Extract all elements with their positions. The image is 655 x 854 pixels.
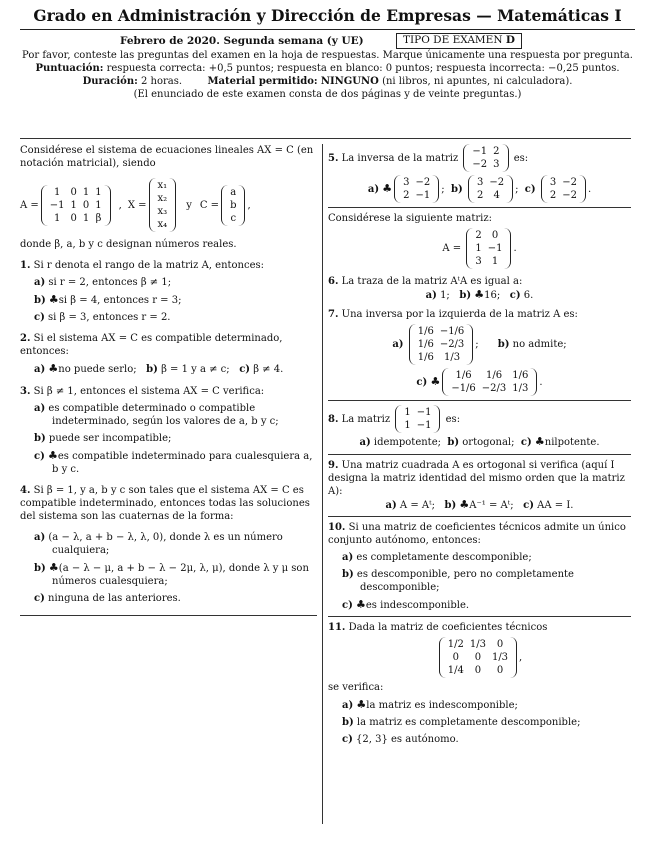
q6-option-c[interactable]: c) 6. [509, 290, 534, 301]
question-8 [328, 405, 631, 449]
matrix-cell: 2 [475, 230, 482, 241]
exam-header [0, 6, 655, 101]
matrix-cell: 1 [475, 243, 482, 254]
matrix-cell: 1/6 [485, 370, 503, 382]
q8-option-c[interactable]: c) ♣nilpotente. [520, 435, 600, 449]
q5-option-c[interactable]: c) 3 −2 2 −2 . [524, 177, 592, 201]
matrix-cell: 0 [452, 652, 459, 664]
matrix-cell: −2 [562, 177, 577, 188]
q11-number: 11. [328, 622, 346, 634]
q3-text: Si β ≠ 1, entonces el sistema AX = C verifica: [33, 385, 265, 397]
duration-line [10, 75, 645, 88]
matrix-cell: −1 [487, 243, 503, 254]
q11-matrix [439, 637, 517, 678]
q9-number: 9. [328, 459, 339, 471]
matrix-cell: 1/3 [512, 383, 529, 395]
matrix-cell: 2 [476, 190, 484, 201]
q5-after: es: [513, 152, 529, 164]
club-icon: ♣ [48, 560, 59, 574]
q2-option-a[interactable]: a) ♣no puede serlo; [34, 362, 137, 376]
matrix-cell: 0 [496, 665, 504, 677]
matrix-cell: x₃ [157, 206, 168, 217]
header-rule [20, 138, 631, 139]
matrix-cell: −2 [415, 177, 431, 188]
q3-option-a[interactable]: a) es compatible determinado o compatible indeterminado, según los valores de a, b y c; [34, 402, 279, 427]
matrix-cell: 1/3 [491, 652, 509, 664]
matrix-cell: 2 [403, 190, 410, 201]
matrix-cell: 1/6 [455, 370, 472, 382]
matrix-cell: −1 [415, 190, 431, 201]
label-C: C = [199, 199, 220, 211]
q5-number: 5. [328, 152, 339, 164]
q9-text: Una matriz cuadrada A es ortogonal si verifica (aquí I designa la matriz identidad del mismo orden que la matriz A): [328, 459, 625, 497]
club-icon: ♣ [474, 288, 485, 301]
matrix-cell: a [230, 186, 237, 198]
question-5 [328, 144, 631, 203]
scoring-label: Puntuación: [35, 63, 104, 75]
matrix-cell: 1 [404, 407, 411, 419]
q8-option-b[interactable]: b) ortogonal; [447, 437, 515, 449]
q8-option-a[interactable]: a) idempotente; [359, 437, 441, 449]
matrix-cell: 3 [475, 256, 482, 267]
club-icon: ♣ [356, 698, 367, 712]
q11-text: Dada la matriz de coeficientes técnicos [348, 622, 548, 634]
exam-type-label: TIPO DE EXAMEN [403, 34, 503, 47]
q7-text: Una inversa por la izquierda de la matriz A es: [341, 309, 578, 321]
q11-option-b[interactable]: b) la matriz es completamente descomponible; [342, 717, 581, 729]
matrix-cell: 1/6 [417, 339, 434, 351]
q2-option-c[interactable]: c) β ≠ 4. [239, 364, 284, 376]
q1-text: Si r denota el rango de la matriz A, entonces: [33, 260, 265, 271]
q6-option-b[interactable]: b) ♣16; [459, 288, 501, 301]
matrix-cell: 1/2 [447, 639, 464, 651]
matrix-cell: 3 [549, 177, 557, 188]
label-X: X = [127, 199, 147, 211]
q3-option-c[interactable]: c) ♣es compatible indeterminado para cualesquiera a, b y c. [34, 448, 313, 475]
matrix-C [221, 185, 245, 226]
q5-option-b[interactable]: b) 3 −2 2 4 ; [451, 177, 519, 201]
matrix-cell: 1 [53, 212, 61, 224]
club-icon: ♣ [430, 375, 441, 389]
matrix-cell: x₁ [157, 180, 168, 191]
page-title: Grado en Administración y Dirección de Empresas — Matemáticas I [33, 6, 622, 25]
matrix-cell: 1/6 [512, 370, 529, 382]
q1-number: 1. [20, 260, 31, 271]
q4-option-a[interactable]: a) (a − λ, a + b − λ, λ, 0), donde λ es un número cualquiera; [34, 531, 283, 556]
exam-type-box [396, 33, 522, 49]
matrix-cell: 1/4 [447, 665, 464, 677]
q5-text: La inversa de la matriz [341, 152, 459, 164]
q2-option-b[interactable]: b) β = 1 y a ≠ c; [146, 364, 230, 376]
matrix-cell: 1 [404, 420, 411, 432]
matrix-cell: 3 [403, 177, 410, 188]
duration-label: Duración: [82, 76, 138, 88]
q4-option-b[interactable]: b) ♣(a − λ − μ, a + b − λ − 2μ, λ, μ), donde λ y μ son números cualesquiera; [34, 560, 309, 588]
matrix-cell: −2 [472, 159, 488, 170]
rule-q9 [328, 516, 631, 517]
exam-page [0, 6, 655, 854]
question-11 [328, 621, 631, 746]
club-icon: ♣ [48, 362, 59, 376]
q7-option-b[interactable]: b) no admite; [497, 339, 567, 351]
scoring-line [10, 62, 645, 75]
material-note: (ni libros, ni apuntes, ni calculadora). [382, 76, 573, 88]
exam-date: Febrero de 2020. Segunda semana (y UE) [120, 35, 364, 48]
matrix-cell: 1 [70, 199, 77, 211]
q4-option-c[interactable]: c) ninguna de las anteriores. [34, 593, 181, 605]
matrix-cell: −2 [562, 190, 577, 201]
question-1 [20, 259, 317, 324]
matrix-cell: 4 [493, 190, 500, 201]
q9-option-a[interactable]: a) A = Aᵗ; [385, 499, 435, 511]
q6-option-a[interactable]: a) 1; [425, 290, 450, 301]
q9-options [328, 498, 631, 512]
right-column [328, 144, 631, 746]
question-7 [328, 308, 631, 396]
matrix-cell: 3 [476, 177, 484, 188]
matrix-cell: 1 [95, 186, 102, 198]
q8-after: es: [445, 413, 461, 425]
matrix-cell: c [230, 212, 237, 224]
q1-option-c[interactable]: c) si β = 3, entonces r = 2. [34, 312, 171, 324]
matrix-cell: −1 [416, 420, 432, 432]
question-10 [328, 521, 631, 612]
q7-options-c [328, 368, 631, 396]
exam-note: (El enunciado de este examen consta de dos páginas y de veinte preguntas.) [133, 89, 522, 101]
q10-option-c[interactable]: c) ♣es indescomponible. [342, 597, 470, 611]
exam-subtitle [0, 33, 655, 49]
q1-option-a[interactable]: a) si r = 2, entonces β ≠ 1; [34, 277, 172, 288]
rule-q5 [328, 207, 631, 208]
matrix-cell: 0 [70, 186, 77, 198]
rule-q8 [328, 454, 631, 455]
matrix-cell: 1/6 [417, 326, 434, 338]
q3-option-b[interactable]: b) puede ser incompatible; [34, 432, 172, 444]
label-and: y [186, 199, 192, 211]
q8-text: La matriz [341, 413, 391, 425]
matrix-cell: −1/6 [439, 326, 465, 338]
scoring-text: respuesta correcta: +0,5 puntos; respuesta en blanco: 0 puntos; respuesta incorrecta: −0,25 puntos. [106, 63, 620, 75]
matrix-A2-block: A = 2 0 1 −1 3 1 . [442, 230, 517, 267]
question-4 [20, 484, 317, 605]
matrix-cell: b [230, 199, 237, 211]
matrix-cell: 3 [493, 159, 500, 170]
matrix-cell: 1 [82, 212, 90, 224]
matrix-cell: 1 [491, 256, 499, 267]
matrix-A [41, 185, 111, 226]
matrix-cell: −1 [472, 146, 488, 157]
club-icon: ♣ [459, 497, 470, 511]
matrix-cell: 1 [82, 186, 90, 198]
club-icon: ♣ [48, 448, 58, 462]
matrix-cell: 1 [95, 199, 102, 211]
question-9 [328, 459, 631, 512]
matrix-cell: −1/6 [451, 383, 476, 395]
q11-option-a[interactable]: a) ♣la matriz es indescomponible; [342, 698, 518, 712]
q6-number: 6. [328, 276, 339, 287]
matrix-cell: 0 [82, 199, 90, 211]
club-icon: ♣ [534, 435, 545, 449]
q10-number: 10. [328, 521, 346, 533]
question-2 [20, 332, 317, 376]
q2-number: 2. [20, 333, 31, 345]
q4-text: Si β = 1, y a, b y c son tales que el sistema AX = C es compatible indeterminado, entonces todas las soluciones del sistema son las cuaternas de la forma: [20, 484, 310, 522]
q6-text: La traza de la matriz AᵗA es igual a: [341, 276, 523, 287]
where-text: donde β, a, b y c designan números reales. [20, 239, 237, 250]
matrix-cell: 0 [474, 665, 482, 677]
matrix-X [149, 178, 177, 232]
matrix-cell: x₄ [157, 219, 168, 230]
matrix-cell: 0 [496, 639, 504, 651]
q3-number: 3. [20, 385, 31, 397]
matrix-cell: 0 [491, 230, 499, 241]
matrix-cell: −1 [49, 199, 65, 211]
question-6 [328, 275, 631, 302]
left-end-rule [20, 615, 317, 616]
system-intro: Considérese el sistema de ecuaciones lineales AX = C (en notación matricial), siendo [20, 145, 314, 169]
matrix-cell: 1 [53, 186, 61, 198]
instructions: Por favor, conteste las preguntas del examen en la hoja de respuestas. Marque únicamente una respuesta por pregunta. [22, 50, 633, 62]
club-icon: ♣ [356, 597, 366, 611]
matrix-cell: 0 [474, 652, 482, 664]
rule-q10 [328, 616, 631, 617]
q8-options [328, 435, 631, 449]
q8-number: 8. [328, 413, 339, 425]
left-column [20, 144, 317, 620]
matrix-cell: 2 [493, 146, 500, 157]
matrix-cell: x₂ [157, 193, 168, 204]
q4-number: 4. [20, 484, 31, 496]
matrix-cell: −1 [416, 407, 432, 419]
duration-text: 2 horas. [140, 76, 183, 88]
matrix-cell: −2 [489, 177, 505, 188]
title-rule [20, 29, 635, 30]
consider-text: Considérese la siguiente matriz: [328, 213, 492, 224]
matrix-A2 [466, 228, 511, 269]
q6-options [328, 288, 631, 302]
q10-option-a[interactable]: a) es completamente descomponible; [342, 551, 532, 563]
matrix-cell: 0 [70, 212, 77, 224]
q8-matrix [395, 405, 440, 433]
club-icon: ♣ [48, 293, 59, 306]
q5-matrix [463, 144, 508, 172]
q5-option-a[interactable]: a) ♣ 3 −2 2 −1 ; [367, 177, 445, 201]
q9-option-c[interactable]: c) AA = I. [523, 499, 574, 511]
q11-matrix-block: 1/2 1/3 0 0 0 1/3 1/4 0 0 , [328, 637, 631, 678]
q11-after: se verifica: [328, 682, 384, 694]
material-label: Material permitido: [207, 76, 318, 88]
q7-option-a[interactable]: a) 1/6 −1/6 1/6 −2/3 1/6 1/3 ; [392, 326, 479, 364]
q2-options [34, 362, 317, 376]
q10-text: Si una matriz de coeficientes técnicos admite un único conjunto autónomo, entonces: [328, 521, 626, 546]
matrix-cell: 2 [549, 190, 557, 201]
question-3 [20, 385, 317, 476]
club-icon: ♣ [382, 181, 393, 195]
q10-option-b[interactable]: b) es descomponible, pero no completamente descomponible; [342, 568, 574, 593]
q7-option-c[interactable]: c) ♣ 1/6 1/6 1/6 −1/6 −2/3 1/3 . [416, 370, 543, 395]
q5-options [328, 175, 631, 203]
q11-option-c[interactable]: c) {2, 3} es autónomo. [342, 734, 459, 746]
matrix-cell: 1/3 [444, 352, 461, 364]
label-A2: A = [442, 243, 462, 254]
matrix-cell: −2/3 [481, 383, 507, 395]
matrix-cell: −2/3 [439, 339, 465, 351]
q2-text: Si el sistema AX = C es compatible determinado, entonces: [20, 333, 283, 358]
label-A: A = [20, 199, 39, 211]
exam-type-letter: D [505, 34, 515, 47]
rule-q7 [328, 400, 631, 401]
q1-option-b[interactable]: b) ♣si β = 4, entonces r = 3; [34, 293, 182, 306]
material-value: NINGUNO [320, 76, 379, 88]
system-matrices: A = 1 0 1 1 −1 1 0 1 1 0 1 β , X = x₁ x₂ x₃ x₄ y C = a b c , [20, 180, 251, 230]
matrix-cell: 1/3 [469, 639, 486, 651]
matrix-cell: 1/6 [417, 352, 434, 364]
q7-options-ab [328, 324, 631, 365]
q7-number: 7. [328, 309, 339, 321]
column-divider [322, 144, 323, 824]
q9-option-b[interactable]: b) ♣A⁻¹ = Aᵗ; [444, 497, 514, 511]
matrix-cell: β [95, 212, 102, 224]
